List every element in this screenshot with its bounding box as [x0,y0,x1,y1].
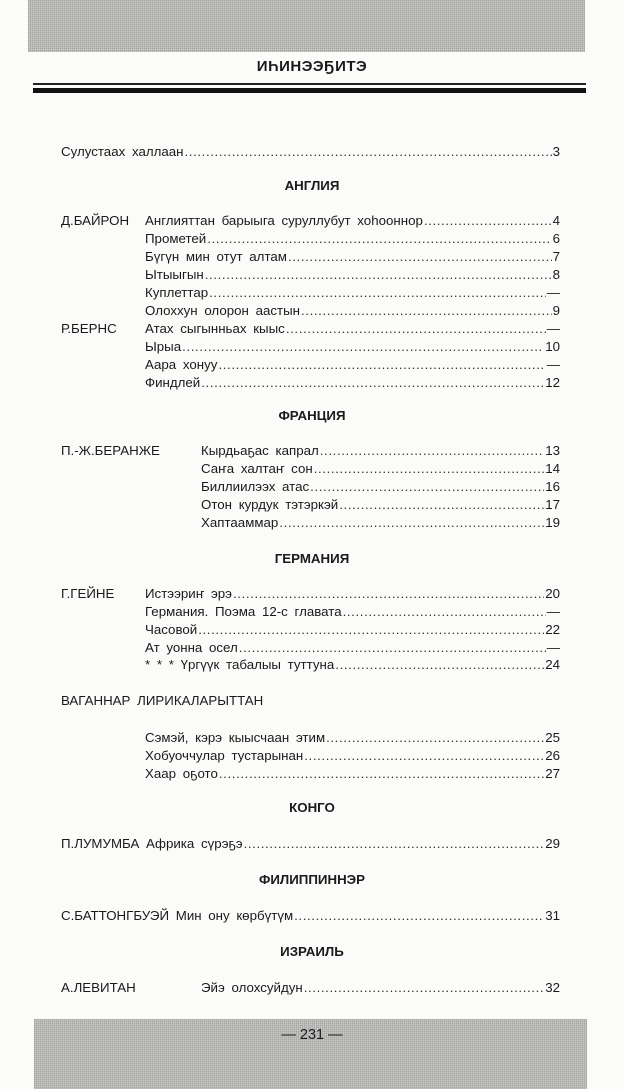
entry-page: 29 [545,836,560,851]
entry-title: Хаптааммар [201,515,279,530]
entry-page: 12 [545,375,560,390]
dot-leader [301,302,552,320]
dot-leader [314,460,545,478]
dot-leader [233,585,544,603]
section-heading-philippines: ФИЛИППИННЭР [259,872,365,887]
toc-entry[interactable] [201,442,560,460]
entry-page: 7 [552,249,560,264]
entry-title: Саҥа халтаҥ сон [201,461,313,476]
dot-leader [239,639,546,657]
toc-entry[interactable] [201,514,560,532]
dot-leader [326,729,544,747]
toc-entry[interactable] [201,496,560,514]
toc-entry[interactable] [145,639,560,657]
toc-entry[interactable] [145,356,560,374]
entry-page: — [546,640,560,655]
header-rule-thin [33,83,586,85]
entry-title: Сулустаах халлаан [61,144,184,159]
toc-entry[interactable] [201,979,560,997]
entry-page: 26 [545,748,560,763]
entry-page: 14 [545,461,560,476]
dot-leader [320,442,544,460]
entry-title: Аара хонуу [145,357,218,372]
section-heading-germany: ГЕРМАНИЯ [274,551,350,566]
dot-leader [244,835,545,853]
dot-leader [205,266,552,284]
entry-page: 13 [545,443,560,458]
toc-entry[interactable] [145,266,560,284]
entry-title: С.БАТТОНГБУЭЙ Мин ону көрбүтүм [61,908,294,923]
entry-title: Бүгүн мин отут алтам [145,249,287,264]
dot-leader [294,907,544,925]
toc-entry[interactable] [61,907,560,925]
entry-page: 31 [545,908,560,923]
entry-page: 4 [552,213,560,228]
toc-entry[interactable] [145,248,560,266]
toc-entry[interactable] [61,835,560,853]
entry-page: 20 [545,586,560,601]
dot-leader [304,979,545,997]
entry-title: Куплеттар [145,285,209,300]
entry-page: — [546,604,560,619]
entry-title: Часовой [145,622,198,637]
entry-title: Отон курдук тэтэркэй [201,497,339,512]
toc-entry[interactable] [145,585,560,603]
entry-title: Истээриҥ эрэ [145,586,232,601]
dot-leader [310,478,544,496]
entry-title: П.ЛУМУМБА Африка сүрэҕэ [61,836,243,851]
entry-title: Германия. Поэма 12-с главата [145,604,342,619]
dot-leader [288,248,552,266]
toc-entry[interactable] [145,374,560,392]
page-title: ИҺИНЭЭҔИТЭ [256,58,368,75]
entry-page: 10 [545,339,560,354]
toc-entry[interactable] [145,621,560,639]
dot-leader [201,374,544,392]
author-name: Д.БАЙРОН [61,213,130,228]
section-heading-france: ФРАНЦИЯ [278,408,346,423]
entry-title: Атах сыгынньах кыыс [145,321,285,336]
entry-page: — [546,285,560,300]
page-number: — 231 — [281,1027,343,1043]
dot-leader [343,603,546,621]
toc-entry[interactable] [145,729,560,747]
dot-leader [182,338,544,356]
author-name: П.-Ж.БЕРАНЖЕ [61,443,160,458]
entry-page: 24 [545,657,560,672]
author-name: А.ЛЕВИТАН [61,980,136,995]
entry-page: 17 [545,497,560,512]
toc-entry[interactable] [145,338,560,356]
toc-entry[interactable] [145,656,560,674]
entry-page: 3 [552,144,560,159]
section-heading-israel: ИЗРАИЛЬ [280,944,344,959]
dot-leader [304,747,544,765]
author-name: Р.БЕРНС [61,321,117,336]
dot-leader [218,356,545,374]
top-shaded-band [28,0,585,52]
dot-leader [198,621,544,639]
dot-leader [424,212,552,230]
toc-entry[interactable] [145,603,560,621]
entry-title: Эйэ олохсуйдун [201,980,303,995]
entry-page: 6 [552,231,560,246]
section-heading-england: АНГЛИЯ [284,178,340,193]
entry-page: 25 [545,730,560,745]
entry-title: Биллиилээх атас [201,479,310,494]
entry-page: 8 [552,267,560,282]
entry-page: 32 [545,980,560,995]
entry-title: Хобуоччулар тустарынан [145,748,304,763]
dot-leader [219,765,544,783]
entry-page: 19 [545,515,560,530]
entry-page: 9 [552,303,560,318]
toc-entry[interactable] [145,212,560,230]
dot-leader [286,320,546,338]
dot-leader [209,284,546,302]
dot-leader [335,656,544,674]
dot-leader [339,496,544,514]
entry-page: 27 [545,766,560,781]
entry-title: * * * Үргүүк табалыы туттуна [145,657,335,672]
entry-page: — [546,357,560,372]
entry-title: Кырдьаҕас капрал [201,443,319,458]
entry-title: Финдлей [145,375,201,390]
entry-title: Прометей [145,231,207,246]
toc-entry[interactable] [145,284,560,302]
header-rule-thick [33,88,586,93]
toc-entry[interactable] [201,460,560,478]
entry-page: — [546,321,560,336]
subsection-heading: ВАГАННАР ЛИРИКАЛАРЫТТАН [61,693,264,708]
entry-title: Ырыа [145,339,182,354]
entry-title: Ытыыгын [145,267,204,282]
toc-entry[interactable] [145,747,560,765]
toc-entry[interactable] [61,143,560,161]
dot-leader [207,230,551,248]
entry-title: Ат уонна осел [145,640,238,655]
toc-entry[interactable] [145,765,560,783]
entry-page: 22 [545,622,560,637]
entry-title: Олоххун олорон аастын [145,303,300,318]
toc-entry[interactable] [145,302,560,320]
entry-title: Сэмэй, кэрэ кыысчаан этим [145,730,326,745]
toc-entry[interactable] [201,478,560,496]
entry-page: 16 [545,479,560,494]
toc-entry[interactable] [145,230,560,248]
author-name: Г.ГЕЙНЕ [61,586,115,601]
toc-entry[interactable] [145,320,560,338]
section-heading-congo: КОНГО [289,800,335,815]
dot-leader [279,514,544,532]
dot-leader [184,143,551,161]
entry-title: Хаар оҕото [145,766,218,781]
entry-title: Англияттан барыыга суруллубут хоһооннор [145,213,423,228]
